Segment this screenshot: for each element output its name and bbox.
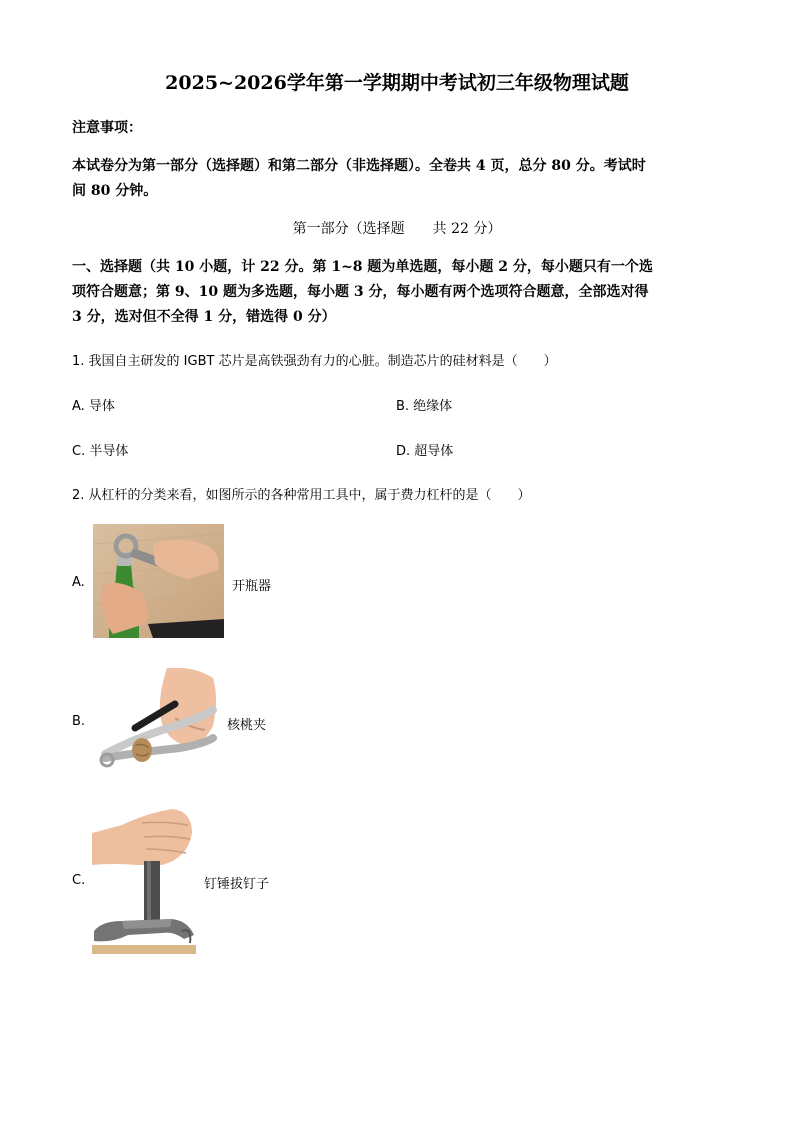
part1-heading: 第一部分（选择题 共 22 分） <box>292 221 502 237</box>
section1-line-3: 3 分，选对但不全得 1 分，错选得 0 分） <box>72 309 336 325</box>
section1-line-2: 项符合题意；第 9、10 题为多选题，每小题 3 分，每小题有两个选项符合题意，全部选对得 <box>72 284 649 300</box>
question-2-stem: 2. 从杠杆的分类来看，如图所示的各种常用工具中，属于费力杠杆的是（ ） <box>72 488 531 503</box>
q1-option-c[interactable]: C. 半导体 <box>72 444 129 459</box>
notice-line-2: 间 80 分钟。 <box>72 183 158 199</box>
q1-option-d[interactable]: D. 超导体 <box>396 444 454 459</box>
bottle-opener-photo <box>93 524 224 638</box>
question-1-stem: 1. 我国自主研发的 IGBT 芯片是高铁强劲有力的心脏。制造芯片的硅材料是（ ） <box>72 354 557 369</box>
section1-line-1: 一、选择题（共 10 小题，计 22 分。第 1~8 题为单选题，每小题 2 分，每小题只有一个选 <box>72 259 653 275</box>
q2-option-b-letter[interactable]: B. <box>72 714 86 729</box>
exam-title: 2025~2026学年第一学期期中考试初三年级物理试题 <box>165 72 629 94</box>
q2-option-c-letter[interactable]: C. <box>72 873 86 888</box>
q2-option-c-label: 钉锤拔钉子 <box>204 877 270 892</box>
notice-line-1: 本试卷分为第一部分（选择题）和第二部分（非选择题）。全卷共 4 页，总分 80 分。考试时 <box>72 158 646 174</box>
q2-option-a-letter[interactable]: A. <box>72 575 85 590</box>
hammer-pulling-nail-photo <box>92 803 196 954</box>
q1-option-a[interactable]: A. 导体 <box>72 399 115 414</box>
q1-option-b[interactable]: B. 绝缘体 <box>396 399 453 414</box>
nutcracker-photo <box>95 668 220 776</box>
q2-option-a-label: 开瓶器 <box>232 579 272 594</box>
notice-heading: 注意事项： <box>72 120 142 136</box>
q2-option-b-label: 核桃夹 <box>227 718 267 733</box>
